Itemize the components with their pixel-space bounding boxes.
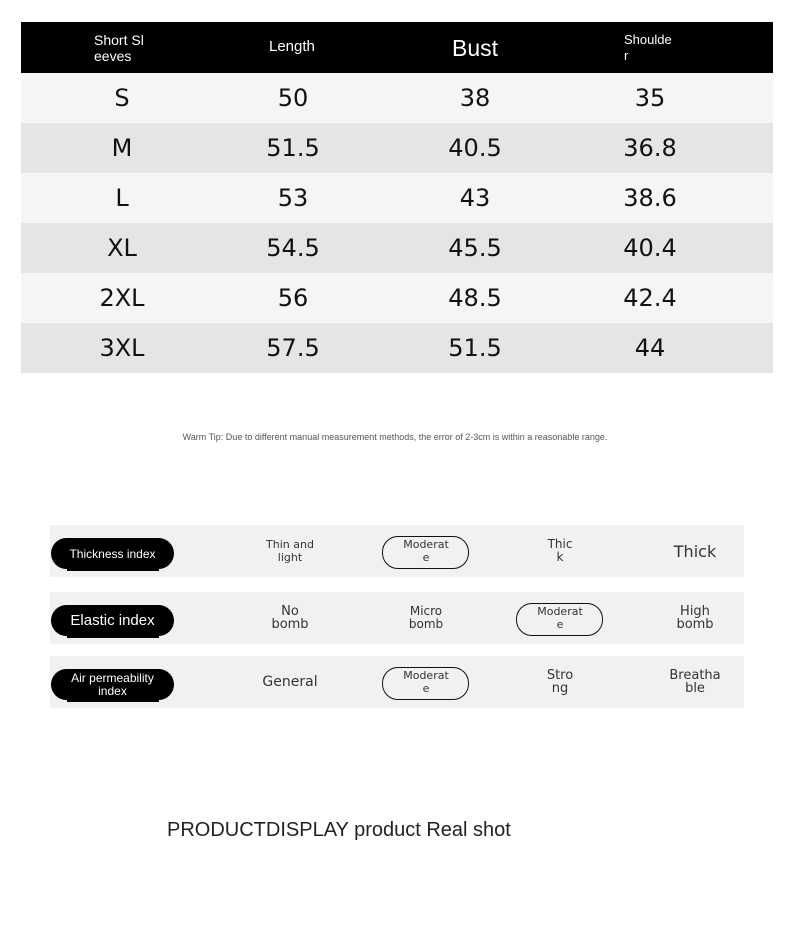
thickness-option-thick-2: Thick	[673, 541, 717, 561]
shoulder-cell: 40.4	[623, 234, 677, 262]
size-table-header	[21, 22, 773, 73]
length-cell: 56	[277, 284, 309, 312]
product-display-heading: PRODUCTDISPLAY product Real shot	[167, 819, 511, 841]
elastic-option-high-bomb: High bomb	[676, 604, 714, 632]
size-cell: M	[111, 134, 133, 162]
bust-cell: 38	[459, 84, 491, 112]
bust-cell: 51.5	[448, 334, 502, 362]
shoulder-cell: 44	[634, 334, 666, 362]
elastic-option-no-bomb: No bomb	[271, 604, 309, 632]
size-cell: S	[114, 84, 130, 112]
table-row	[21, 323, 773, 373]
length-cell: 54.5	[266, 234, 320, 262]
size-cell: L	[115, 184, 129, 212]
length-cell: 50	[277, 84, 309, 112]
table-row	[21, 273, 773, 323]
air-permeability-index-label: Air permeability index	[51, 669, 174, 700]
length-cell: 53	[277, 184, 309, 212]
air-option-breathable: Breatha ble	[669, 668, 721, 696]
air-option-general: General	[262, 673, 318, 690]
length-cell: 51.5	[266, 134, 320, 162]
table-row	[21, 223, 773, 273]
shoulder-cell: 35	[634, 84, 666, 112]
table-row	[21, 173, 773, 223]
bust-cell: 45.5	[448, 234, 502, 262]
header-bust: Bust	[452, 35, 499, 61]
shoulder-cell: 38.6	[623, 184, 677, 212]
header-length: Length	[269, 38, 315, 55]
size-cell: 2XL	[99, 284, 145, 312]
warm-tip-text: Warm Tip: Due to different manual measurement methods, the error of 2-3cm is within a reasonable range.	[182, 432, 608, 442]
table-row	[21, 123, 773, 173]
air-option-strong: Stro ng	[546, 668, 574, 696]
thickness-option-moderate-selected: Moderat e	[381, 525, 471, 577]
shoulder-cell: 36.8	[623, 134, 677, 162]
length-cell: 57.5	[266, 334, 320, 362]
thickness-option-thick-1: Thic k	[547, 537, 573, 564]
elastic-index-label: Elastic index	[51, 605, 174, 636]
bust-cell: 43	[459, 184, 491, 212]
thickness-option-thin-and-light: Thin and light	[266, 538, 314, 564]
thickness-index-row	[50, 525, 744, 577]
header-short-sleeves: Short Sl eeves	[94, 32, 144, 64]
size-table	[21, 22, 773, 373]
elastic-option-moderate-selected: Moderat e	[515, 592, 605, 644]
size-cell: XL	[107, 234, 137, 262]
thickness-index-label: Thickness index	[51, 538, 174, 569]
bust-cell: 48.5	[448, 284, 502, 312]
elastic-index-row	[50, 592, 744, 644]
size-cell: 3XL	[99, 334, 145, 362]
header-shoulder: Shoulde r	[624, 32, 672, 63]
air-permeability-index-row	[50, 656, 744, 708]
air-option-moderate-selected: Moderat e	[381, 656, 471, 708]
shoulder-cell: 42.4	[623, 284, 677, 312]
table-row	[21, 73, 773, 123]
bust-cell: 40.5	[448, 134, 502, 162]
elastic-option-micro-bomb: Micro bomb	[408, 604, 444, 631]
